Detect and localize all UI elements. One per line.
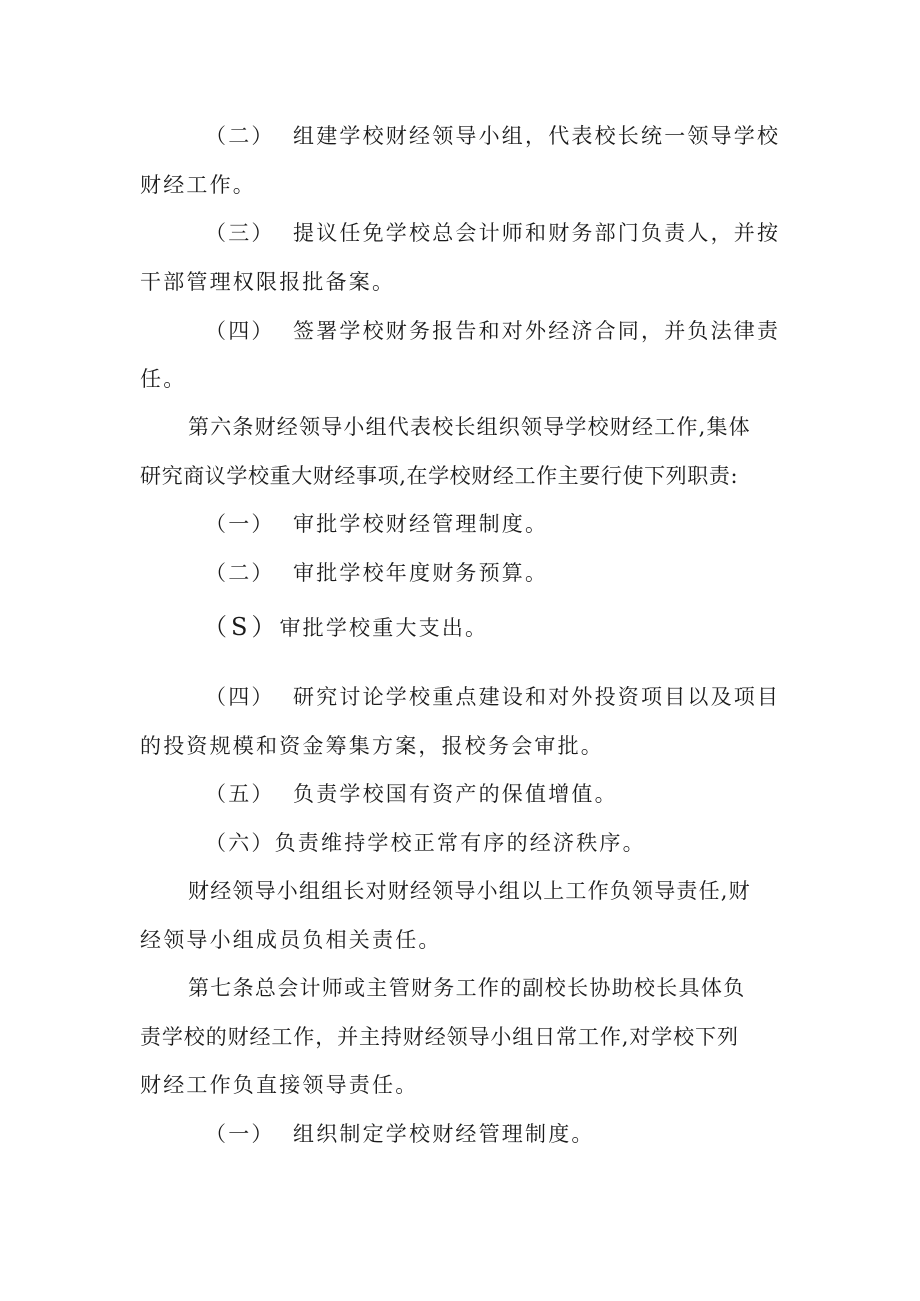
item-marker: （三）: [205, 221, 275, 245]
item-marker: （一）: [205, 512, 275, 536]
item-text: 签署学校财务报告和对外经济合同，并负法律责: [293, 319, 781, 343]
item-marker: （S）: [203, 613, 280, 641]
leader-para-line-1: 财经领导小组组长对财经领导小组以上工作负领导责任,财: [188, 879, 751, 903]
item-marker: （四）: [205, 319, 275, 343]
leader-para-line-2: 经领导小组成员负相关责任。: [140, 928, 442, 952]
article-7-line-1: 第七条总会计师或主管财务工作的副校长协助校长具体负: [188, 976, 746, 1000]
item-marker: （五）: [205, 782, 275, 806]
item-marker: （二）: [205, 561, 275, 585]
item-text: 组织制定学校财经管理制度。: [293, 1122, 595, 1146]
article-6-item-4-line-1: [205, 684, 780, 710]
article-6-item-1: [205, 511, 548, 537]
item-2-line-1: [205, 123, 780, 149]
item-text: 研究讨论学校重点建设和对外投资项目以及项目: [293, 685, 781, 709]
article-6-item-6: （六）负责维持学校正常有序的经济秩序。: [205, 831, 646, 855]
item-3-line-1: [205, 220, 780, 246]
article-7-item-1: [205, 1121, 595, 1147]
item-text: 组建学校财经领导小组，代表校长统一领导学校: [293, 124, 781, 148]
article-6-line-1: 第六条财经领导小组代表校长组织领导学校财经工作,集体: [188, 415, 751, 439]
item-text: 审批学校财经管理制度。: [293, 512, 549, 536]
item-2-line-2: 财经工作。: [140, 173, 256, 197]
article-7-line-2: 责学校的财经工作，并主持财经领导小组日常工作,对学校下列: [140, 1025, 739, 1049]
item-text: 负责学校国有资产的保值增值。: [293, 782, 618, 806]
item-4-line-2: 任。: [140, 367, 187, 391]
item-text: 审批学校重大支出。: [279, 616, 489, 640]
item-text: 提议任免学校总会计师和财务部门负责人，并按: [293, 221, 781, 245]
article-7-line-3: 财经工作负直接领导责任。: [140, 1073, 419, 1097]
article-6-item-2: [205, 560, 548, 586]
item-marker: （一）: [205, 1122, 275, 1146]
item-3-line-2: 干部管理权限报批备案。: [140, 270, 396, 294]
article-6-item-5: [205, 781, 618, 807]
item-marker: （二）: [205, 124, 275, 148]
item-4-line-1: [205, 318, 780, 344]
item-marker: （四）: [205, 685, 275, 709]
article-6-line-2: 研究商议学校重大财经事项,在学校财经工作主要行使下列职责:: [140, 464, 739, 488]
item-text: 审批学校年度财务预算。: [293, 561, 549, 585]
article-6-item-4-line-2: 的投资规模和资金筹集方案，报校务会审批。: [140, 734, 604, 758]
article-6-item-3: [203, 614, 488, 641]
